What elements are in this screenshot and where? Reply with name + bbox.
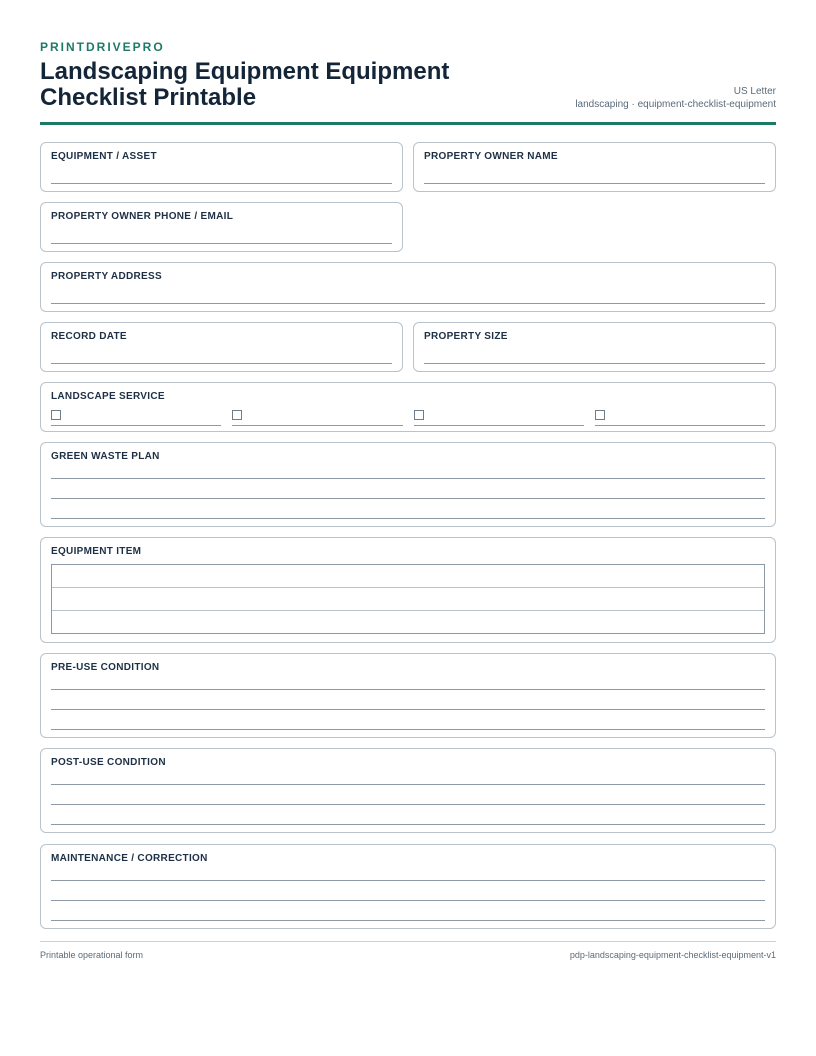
property-owner-name-input-line[interactable] <box>424 183 765 184</box>
field-label: GREEN WASTE PLAN <box>51 451 160 462</box>
field-label: PROPERTY SIZE <box>424 331 508 342</box>
form-id: pdp-landscaping-equipment-checklist-equipment-v1 <box>569 950 776 960</box>
pre-use-condition-line[interactable] <box>51 709 765 710</box>
option-checkbox[interactable] <box>232 410 242 420</box>
field-label: PROPERTY ADDRESS <box>51 271 162 282</box>
field-equipment-item <box>40 537 776 643</box>
field-record-date <box>40 322 403 372</box>
option-checkbox[interactable] <box>414 410 424 420</box>
field-property-size <box>413 322 776 372</box>
field-label: PROPERTY OWNER NAME <box>424 151 558 162</box>
field-property-address <box>40 262 776 312</box>
field-maintenance-correction <box>40 844 776 929</box>
property-address-input-line[interactable] <box>51 303 765 304</box>
record-date-input-line[interactable] <box>51 363 392 364</box>
field-pre-use-condition <box>40 653 776 738</box>
field-label: POST-USE CONDITION <box>51 757 166 768</box>
footer-divider <box>40 941 776 942</box>
table-row[interactable] <box>52 611 764 634</box>
equipment-asset-input-line[interactable] <box>51 183 392 184</box>
pre-use-condition-line[interactable] <box>51 689 765 690</box>
option-checkbox[interactable] <box>51 410 61 420</box>
field-label: EQUIPMENT / ASSET <box>51 151 157 162</box>
green-waste-plan-line[interactable] <box>51 518 765 519</box>
field-label: PRE-USE CONDITION <box>51 662 160 673</box>
table-row[interactable] <box>52 588 764 611</box>
field-label: MAINTENANCE / CORRECTION <box>51 853 208 864</box>
green-waste-plan-line[interactable] <box>51 478 765 479</box>
post-use-condition-line[interactable] <box>51 824 765 825</box>
property-size-input-line[interactable] <box>424 363 765 364</box>
green-waste-plan-line[interactable] <box>51 498 765 499</box>
field-property-owner-contact <box>40 202 403 252</box>
landscape-service-option <box>414 409 584 426</box>
brand-name: PRINTDRIVEPRO <box>40 40 165 54</box>
header-divider <box>40 122 776 125</box>
maintenance-correction-line[interactable] <box>51 880 765 881</box>
document-meta <box>575 85 776 111</box>
field-label: RECORD DATE <box>51 331 127 342</box>
table-row[interactable] <box>52 565 764 588</box>
pre-use-condition-line[interactable] <box>51 729 765 730</box>
field-green-waste-plan <box>40 442 776 527</box>
paper-size: US Letter <box>733 86 776 97</box>
field-landscape-service <box>40 382 776 432</box>
property-owner-contact-input-line[interactable] <box>51 243 392 244</box>
maintenance-correction-line[interactable] <box>51 920 765 921</box>
landscape-service-option <box>51 409 221 426</box>
field-label: LANDSCAPE SERVICE <box>51 391 165 402</box>
field-property-owner-name <box>413 142 776 192</box>
page-title: Landscaping Equipment Equipment Checklist Printable <box>40 58 450 111</box>
field-equipment-asset <box>40 142 403 192</box>
maintenance-correction-line[interactable] <box>51 900 765 901</box>
post-use-condition-line[interactable] <box>51 804 765 805</box>
footer-label: Printable operational form <box>40 950 144 960</box>
landscape-service-option <box>232 409 402 426</box>
option-checkbox[interactable] <box>595 410 605 420</box>
field-post-use-condition <box>40 748 776 833</box>
equipment-item-table <box>51 564 765 634</box>
landscape-service-option <box>595 409 765 426</box>
post-use-condition-line[interactable] <box>51 784 765 785</box>
document-tags: landscaping · equipment-checklist-equipment <box>575 99 776 110</box>
field-label: PROPERTY OWNER PHONE / EMAIL <box>51 211 234 222</box>
landscape-service-options <box>51 409 765 425</box>
field-label: EQUIPMENT ITEM <box>51 546 142 557</box>
